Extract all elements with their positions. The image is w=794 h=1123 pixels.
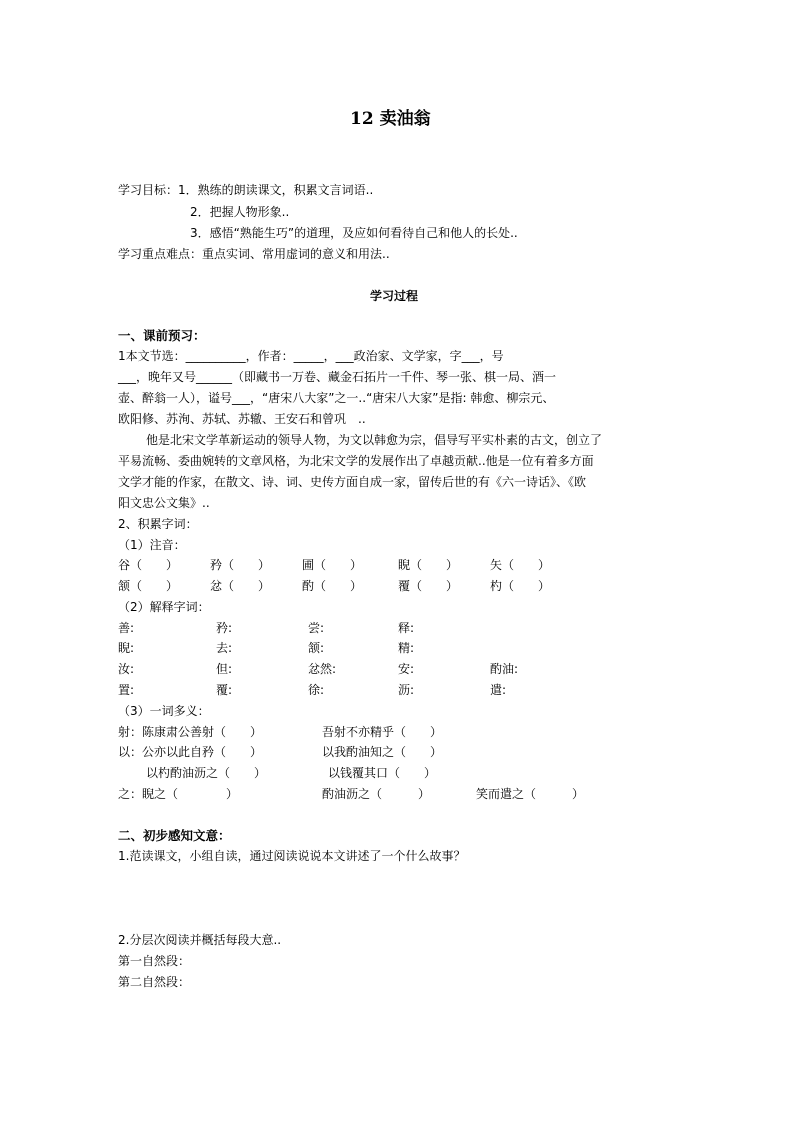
bio-para-line-4: 阳文忠公文集》.. (118, 496, 210, 510)
phonetic-item: 酌（ ） (302, 579, 363, 593)
polysemy-item: 以我酌油知之（ ） (322, 745, 443, 759)
preview-line-1: 1本文节选：__________，作者：_____，___政治家、文学家，字___，号 (118, 349, 504, 363)
goal-item-2: 2．把握人物形象.. (190, 205, 290, 219)
explain-item: 汝: (118, 662, 135, 676)
explain-item: 释: (398, 621, 415, 635)
question-2: 2.分层次阅读并概括每段大意.. (118, 933, 282, 947)
goals-line-1 (118, 182, 373, 198)
explain-item: 矜: (216, 621, 233, 635)
paragraph-1-label: 第一自然段： (118, 954, 191, 968)
polysemy-item: 之：睨之（ ） (118, 787, 239, 801)
phonetic-heading: （1）注音： (118, 538, 186, 552)
explain-item: 覆: (216, 683, 233, 697)
page-title: 12 卖油翁 (350, 109, 431, 129)
polysemy-item: 射：陈康肃公善射（ ） (118, 725, 263, 739)
question-1: 1.范读课文，小组自读，通过阅读说说本文讲述了一个什么故事？ (118, 849, 466, 863)
goal-item-3: 3．感悟“熟能生巧”的道理，及应如何看待自己和他人的长处.. (190, 226, 518, 240)
phonetic-item: 颔（ ） (118, 579, 179, 593)
paragraph-2-label: 第二自然段： (118, 975, 191, 989)
bio-para-line-3: 文学才能的作家，在散文、诗、词、史传方面自成一家，留传后世的有《六一诗话》、《欧 (118, 475, 587, 489)
goal-item-1: 1．熟练的朗读课文，积累文言词语.. (178, 183, 374, 197)
explain-item: 精: (398, 641, 415, 655)
explain-item: 置: (118, 683, 135, 697)
explain-item: 善: (118, 621, 135, 635)
bio-para-line-1: 他是北宋文学革新运动的领导人物，为文以韩愈为宗，倡导写平实朴素的古文，创立了 (146, 433, 603, 447)
phonetic-item: 忿（ ） (210, 579, 271, 593)
phonetic-item: 矢（ ） (490, 558, 551, 572)
explain-item: 沥: (398, 683, 415, 697)
preview-line-2: ___，晚年又号______（即藏书一万卷、藏金石拓片一千件、琴一张、棋一局、酒一 (118, 370, 557, 384)
polysemy-item: 以钱覆其口（ ） (328, 766, 437, 780)
explain-item: 尝: (308, 621, 325, 635)
polysemy-heading: （3）一词多义： (118, 704, 210, 718)
explain-item: 徐: (308, 683, 325, 697)
explain-item: 睨: (118, 641, 135, 655)
phonetic-item: 圃（ ） (302, 558, 363, 572)
phonetic-item: 矜（ ） (210, 558, 271, 572)
polysemy-item: 吾射不亦精乎（ ） (322, 725, 443, 739)
polysemy-item: 以：公亦以此自矜（ ） (118, 745, 263, 759)
explain-item: 遣: (490, 683, 507, 697)
bio-para-line-2: 平易流畅、委曲婉转的文章风格，为北宋文学的发展作出了卓越贡献..他是一位有着多方面 (118, 454, 594, 468)
explain-heading: （2）解释字词： (118, 600, 210, 614)
polysemy-item: 酌油沥之（ ） (322, 787, 431, 801)
polysemy-item: 以杓酌油沥之（ ） (146, 766, 267, 780)
accumulate-heading: 2、积累字词： (118, 517, 198, 531)
section2-heading: 二、初步感知文意： (118, 828, 231, 843)
key-points: 学习重点难点：重点实词、常用虚词的意义和用法.. (118, 247, 390, 261)
explain-item: 忿然: (308, 662, 337, 676)
phonetic-item: 覆（ ） (398, 579, 459, 593)
polysemy-item: 笑而遣之（ ） (476, 787, 585, 801)
process-title: 学习过程 (370, 289, 419, 303)
phonetic-item: 睨（ ） (398, 558, 459, 572)
explain-item: 但: (216, 662, 233, 676)
explain-item: 去: (216, 641, 233, 655)
explain-item: 颔: (308, 641, 325, 655)
preview-line-4: 欧阳修、苏洵、苏轼、苏辙、王安石和曾巩 .. (118, 412, 366, 426)
phonetic-item: 谷（ ） (118, 558, 179, 572)
explain-item: 酌油: (490, 662, 519, 676)
goals-label: 学习目标： (118, 183, 179, 197)
section1-heading: 一、课前预习： (118, 328, 206, 343)
preview-line-3: 壶、醉翁一人），谥号___，“唐宋八大家”之一..“唐宋八大家”是指: 韩愈、柳宗元、 (118, 391, 555, 405)
phonetic-item: 杓（ ） (490, 579, 551, 593)
explain-item: 安: (398, 662, 415, 676)
